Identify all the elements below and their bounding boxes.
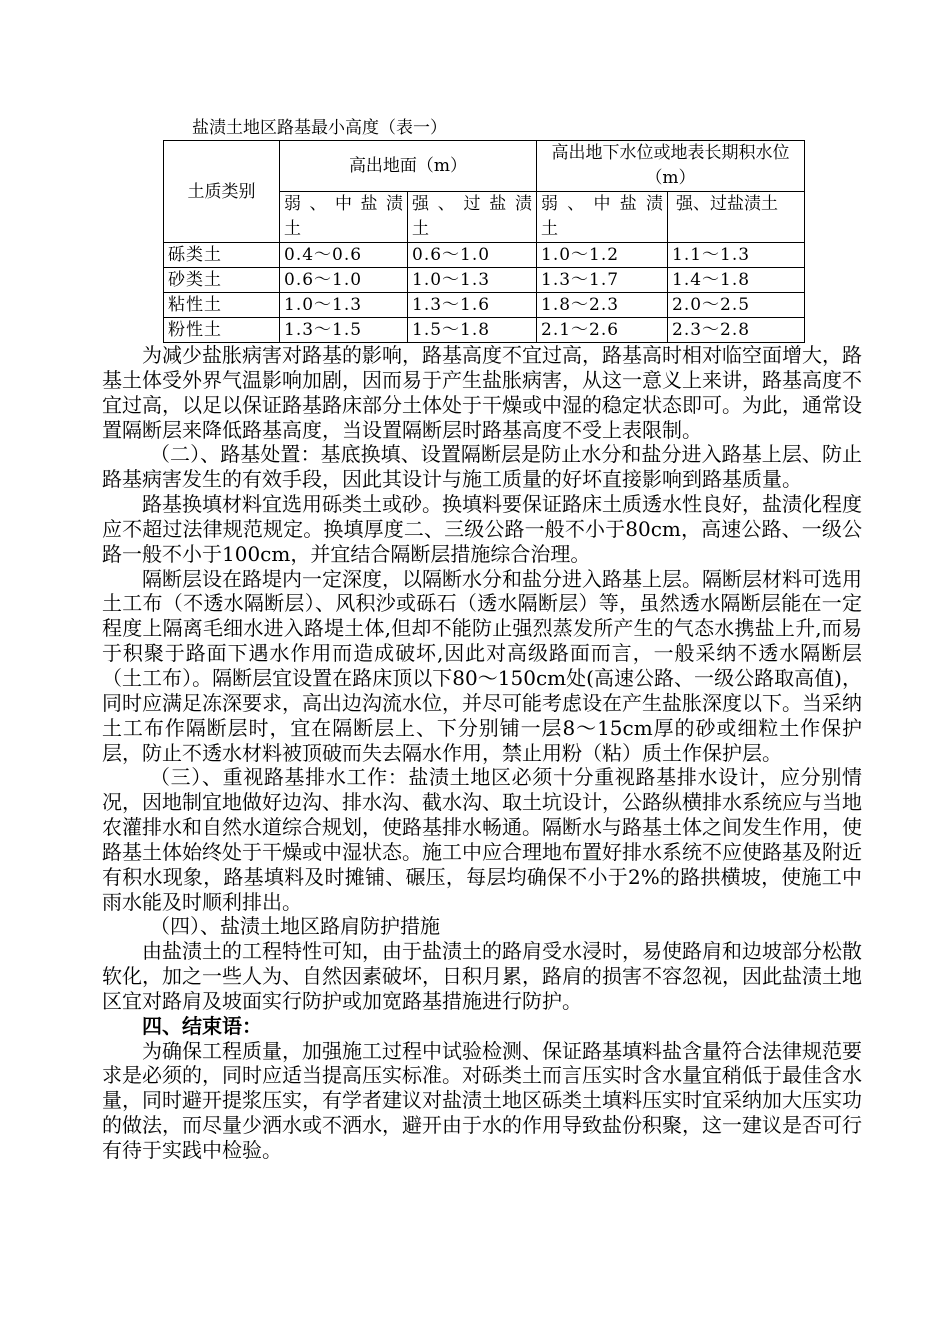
- soil-cell: 粘性土: [164, 293, 280, 318]
- value-cell: 1.4～1.8: [668, 268, 805, 293]
- header-above-water: 高出地下水位或地表长期积水位（m）: [537, 141, 805, 192]
- value-cell: 1.3～1.6: [408, 293, 537, 318]
- table-row: [164, 268, 805, 293]
- soil-cell: 砾类土: [164, 243, 280, 268]
- table-caption: 盐渍土地区路基最小高度（表一）: [192, 118, 447, 138]
- subheader-weak-water: 弱 、 中 盐 渍 土: [537, 192, 668, 243]
- conclusion-heading: 四、结束语：: [142, 1013, 262, 1038]
- value-cell: 2.1～2.6: [537, 318, 668, 343]
- header-soil-type: 土质类别: [164, 141, 280, 243]
- paragraph: （二）、路基处置：基底换填、设置隔断层是防止水分和盐分进入路基上层、防止路基病害发生的有效手段，因此其设计与施工质量的好坏直接影响到路基质量。: [102, 442, 862, 492]
- min-height-table: [163, 140, 805, 343]
- value-cell: 1.5～1.8: [408, 318, 537, 343]
- value-cell: 1.3～1.5: [280, 318, 408, 343]
- table-row: [164, 318, 805, 343]
- paragraph: 为减少盐胀病害对路基的影响，路基高度不宜过高，路基高时相对临空面增大，路基土体受外界气温影响加剧，因而易于产生盐胀病害，从这一意义上来讲，路基高度不宜过高，以足以保证路基路床部分土体处于干燥或中湿的稳定状态即可。为此，通常设置隔断层来降低路基高度，当设置隔断层时路基高度不受上表限制。: [102, 343, 862, 442]
- soil-cell: 砂类土: [164, 268, 280, 293]
- paragraph: 为确保工程质量，加强施工过程中试验检测、保证路基填料盐含量符合法律规范要求是必须的，同时应适当提高压实标准。对砾类土而言压实时含水量宜稍低于最佳含水量，同时避开提浆压实，有学者建议对盐渍土地区砾类土填料压实时宜采纳加大压实功的做法，而尽量少洒水或不洒水，避开由于水的作用导致盐份积聚，这一建议是否可行有待于实践中检验。: [102, 1038, 862, 1162]
- paragraph: 路基换填材料宜选用砾类土或砂。换填料要保证路床土质透水性良好，盐渍化程度应不超过法律规范规定。换填厚度二、三级公路一般不小于80cm，高速公路、一级公路一般不小于100cm，并宜结合隔断层措施综合治理。: [102, 492, 862, 566]
- body-text: [102, 343, 862, 1163]
- value-cell: 0.4～0.6: [280, 243, 408, 268]
- value-cell: 0.6～1.0: [280, 268, 408, 293]
- subheader-weak-ground: 弱 、 中 盐 渍 土: [280, 192, 408, 243]
- paragraph: 由盐渍土的工程特性可知，由于盐渍土的路肩受水浸时，易使路肩和边坡部分松散软化，加之一些人为、自然因素破坏，日积月累，路肩的损害不容忽视，因此盐渍土地区宜对路肩及坡面实行防护或加宽路基措施进行防护。: [102, 939, 862, 1013]
- table-row: [164, 243, 805, 268]
- value-cell: 1.0～1.3: [408, 268, 537, 293]
- paragraph: （三）、重视路基排水工作：盐渍土地区必须十分重视路基排水设计，应分别情况，因地制宜地做好边沟、排水沟、截水沟、取土坑设计，公路纵横排水系统应与当地农灌排水和自然水道综合规划，使路基排水畅通。隔断水与路基土体之间发生作用，使路基土体始终处于干燥或中湿状态。施工中应合理地布置好排水系统不应使路基及附近有积水现象，路基填料及时摊铺、碾压，每层均确保不小于2%的路拱横坡，使施工中雨水能及时顺利排出。: [102, 765, 862, 914]
- subheader-strong-ground: 强 、 过 盐 渍 土: [408, 192, 537, 243]
- value-cell: 1.0～1.3: [280, 293, 408, 318]
- value-cell: 1.0～1.2: [537, 243, 668, 268]
- soil-cell: 粉性土: [164, 318, 280, 343]
- value-cell: 1.8～2.3: [537, 293, 668, 318]
- paragraph: 隔断层设在路堤内一定深度，以隔断水分和盐分进入路基上层。隔断层材料可选用土工布（不透水隔断层）、风积沙或砾石（透水隔断层）等，虽然透水隔断层能在一定程度上隔离毛细水进入路堤土体,但却不能防止强烈蒸发所产生的气态水携盐上升,而易于积聚于路面下遇水作用而造成破坏,因此对高级路面而言，一般采纳不透水隔断层（土工布）。隔断层宜设置在路床顶以下80～150cm处(高速公路、一级公路取高值)，同时应满足冻深要求，高出边沟流水位，并尽可能考虑设在产生盐胀深度以下。当采纳土工布作隔断层时，宜在隔断层上、下分别铺一层8～15cm厚的砂或细粒土作保护层，防止不透水材料被顶破而失去隔水作用，禁止用粉（粘）质土作保护层。: [102, 566, 862, 765]
- section-heading: （四）、盐渍土地区路肩防护措施: [150, 914, 440, 939]
- header-above-ground: 高出地面（m）: [280, 141, 537, 192]
- subheader-strong-water: 强、过盐渍土: [668, 192, 805, 243]
- value-cell: 1.1～1.3: [668, 243, 805, 268]
- value-cell: 1.3～1.7: [537, 268, 668, 293]
- value-cell: 2.0～2.5: [668, 293, 805, 318]
- table-row: [164, 293, 805, 318]
- table-header-row: [164, 141, 805, 192]
- value-cell: 0.6～1.0: [408, 243, 537, 268]
- value-cell: 2.3～2.8: [668, 318, 805, 343]
